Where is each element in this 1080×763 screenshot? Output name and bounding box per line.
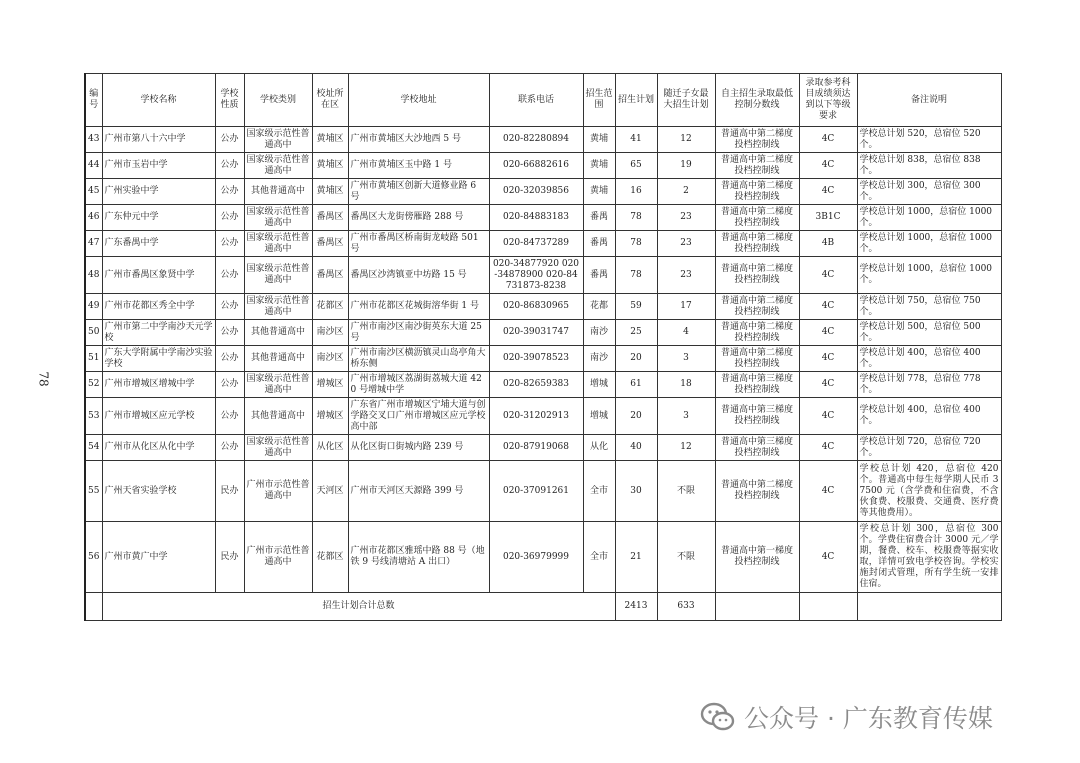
- cell-row-number: 49: [85, 294, 102, 320]
- cell-school-nature: 公办: [215, 205, 244, 231]
- table-row: [85, 398, 1001, 435]
- cell-enrollment-scope: 南沙: [583, 320, 615, 346]
- cell-row-number: 53: [85, 398, 102, 435]
- cell-phone: 020-36979999: [489, 522, 583, 593]
- admission-table: [84, 73, 1002, 621]
- table-header-row: [85, 74, 1001, 127]
- cell-address: 广州市南沙区南沙街英东大道 25 号: [348, 320, 489, 346]
- cell-enrollment-scope: 从化: [583, 435, 615, 461]
- cell-enrollment-plan: 20: [615, 346, 657, 372]
- cell-remarks: 学校总计划 420，总宿位 420 个。普通高中每生每学期人民币 37500 元（含学费和住宿费，不含伙食费、校服费、交通费、医疗费等其他费用）。: [857, 461, 1001, 522]
- cell-enrollment-plan: 40: [615, 435, 657, 461]
- cell-school-category: 国家级示范性普通高中: [244, 372, 312, 398]
- cell-school-name: 广州市花都区秀全中学: [102, 294, 215, 320]
- table-row: [85, 522, 1001, 593]
- cell-remarks: 学校总计划 300，总宿位 300 个。学费住宿费合计 3000 元／学期，餐费、校车、校服费等据实收取，详情可致电学校咨询。学校实施封闭式管理，所有学生统一安排住宿。: [857, 522, 1001, 593]
- cell-school-name: 广东仲元中学: [102, 205, 215, 231]
- cell-district: 增城区: [312, 398, 348, 435]
- cell-min-score-line: 普通高中第二梯度投档控制线: [715, 127, 799, 153]
- cell-phone: 020-84737289: [489, 231, 583, 257]
- cell-school-nature: 民办: [215, 461, 244, 522]
- cell-school-nature: 公办: [215, 153, 244, 179]
- cell-phone: 020-37091261: [489, 461, 583, 522]
- cell-address: 广州市天河区天源路 399 号: [348, 461, 489, 522]
- cell-district: 天河区: [312, 461, 348, 522]
- cell-school-nature: 公办: [215, 435, 244, 461]
- cell-enrollment-scope: 番禺: [583, 205, 615, 231]
- cell-enrollment-scope: 番禺: [583, 231, 615, 257]
- cell-grade-requirement: 4C: [799, 320, 857, 346]
- cell-phone: 020-87919068: [489, 435, 583, 461]
- cell-min-score-line: 普通高中第二梯度投档控制线: [715, 461, 799, 522]
- table-row: [85, 461, 1001, 522]
- cell-migrant-plan: 19: [657, 153, 715, 179]
- cell-school-nature: 公办: [215, 294, 244, 320]
- cell-address: 广州市花都区雅瑶中路 88 号（地铁 9 号线清塘站 A 出口）: [348, 522, 489, 593]
- cell-min-score-line: 普通高中第三梯度投档控制线: [715, 398, 799, 435]
- total-plan: 2413: [615, 593, 657, 621]
- total-empty-cell: [85, 593, 102, 621]
- cell-row-number: 45: [85, 179, 102, 205]
- cell-school-category: 国家级示范性普通高中: [244, 205, 312, 231]
- cell-grade-requirement: 4C: [799, 461, 857, 522]
- cell-grade-requirement: 4C: [799, 372, 857, 398]
- cell-school-nature: 公办: [215, 398, 244, 435]
- table-body: [85, 127, 1001, 621]
- cell-enrollment-scope: 增城: [583, 398, 615, 435]
- cell-school-name: 广州市第二中学南沙天元学校: [102, 320, 215, 346]
- cell-school-nature: 公办: [215, 127, 244, 153]
- cell-remarks: 学校总计划 1000，总宿位 1000 个。: [857, 231, 1001, 257]
- cell-min-score-line: 普通高中第三梯度投档控制线: [715, 372, 799, 398]
- cell-migrant-plan: 不限: [657, 522, 715, 593]
- cell-enrollment-scope: 番禺: [583, 257, 615, 294]
- cell-phone: 020-31202913: [489, 398, 583, 435]
- cell-enrollment-plan: 21: [615, 522, 657, 593]
- cell-district: 花都区: [312, 294, 348, 320]
- cell-enrollment-scope: 黄埔: [583, 179, 615, 205]
- cell-address: 番禺区大龙街傍雁路 288 号: [348, 205, 489, 231]
- cell-grade-requirement: 4C: [799, 179, 857, 205]
- cell-enrollment-plan: 78: [615, 205, 657, 231]
- cell-remarks: 学校总计划 400，总宿位 400 个。: [857, 398, 1001, 435]
- cell-min-score-line: 普通高中第二梯度投档控制线: [715, 153, 799, 179]
- cell-address: 广州市番禺区桥南街龙岐路 501 号: [348, 231, 489, 257]
- cell-min-score-line: 普通高中第二梯度投档控制线: [715, 205, 799, 231]
- cell-enrollment-plan: 41: [615, 127, 657, 153]
- cell-grade-requirement: 3B1C: [799, 205, 857, 231]
- cell-remarks: 学校总计划 500，总宿位 500 个。: [857, 320, 1001, 346]
- cell-phone: 020-34877920 020-34878900 020-84731873-8238: [489, 257, 583, 294]
- cell-min-score-line: 普通高中第三梯度投档控制线: [715, 435, 799, 461]
- cell-enrollment-plan: 65: [615, 153, 657, 179]
- cell-migrant-plan: 3: [657, 346, 715, 372]
- cell-enrollment-scope: 黄埔: [583, 127, 615, 153]
- cell-school-nature: 公办: [215, 372, 244, 398]
- wechat-icon: [700, 702, 736, 732]
- cell-phone: 020-39078523: [489, 346, 583, 372]
- header-enrollment-scope: 招生范围: [583, 74, 615, 127]
- cell-enrollment-scope: 黄埔: [583, 153, 615, 179]
- table-row: [85, 346, 1001, 372]
- cell-remarks: 学校总计划 720，总宿位 720 个。: [857, 435, 1001, 461]
- cell-enrollment-plan: 61: [615, 372, 657, 398]
- header-district: 校址所在区: [312, 74, 348, 127]
- cell-address: 广州市增城区荔湖街荔城大道 420 号增城中学: [348, 372, 489, 398]
- cell-row-number: 54: [85, 435, 102, 461]
- cell-grade-requirement: 4C: [799, 127, 857, 153]
- cell-school-category: 其他普通高中: [244, 179, 312, 205]
- cell-row-number: 47: [85, 231, 102, 257]
- header-migrant-plan: 随迁子女最大招生计划: [657, 74, 715, 127]
- cell-row-number: 43: [85, 127, 102, 153]
- cell-enrollment-plan: 30: [615, 461, 657, 522]
- cell-school-name: 广东番禺中学: [102, 231, 215, 257]
- cell-migrant-plan: 23: [657, 205, 715, 231]
- cell-school-name: 广州实验中学: [102, 179, 215, 205]
- cell-school-nature: 民办: [215, 522, 244, 593]
- cell-enrollment-scope: 全市: [583, 522, 615, 593]
- cell-address: 广州市南沙区横沥镇灵山岛亭角大桥东侧: [348, 346, 489, 372]
- cell-min-score-line: 普通高中第二梯度投档控制线: [715, 231, 799, 257]
- header-phone: 联系电话: [489, 74, 583, 127]
- cell-phone: 020-84883183: [489, 205, 583, 231]
- table-row: [85, 205, 1001, 231]
- cell-row-number: 44: [85, 153, 102, 179]
- cell-min-score-line: 普通高中第二梯度投档控制线: [715, 294, 799, 320]
- cell-school-name: 广州市从化区从化中学: [102, 435, 215, 461]
- cell-school-name: 广州市玉岩中学: [102, 153, 215, 179]
- total-empty-cell: [715, 593, 799, 621]
- cell-school-category: 其他普通高中: [244, 398, 312, 435]
- cell-min-score-line: 普通高中第二梯度投档控制线: [715, 320, 799, 346]
- cell-remarks: 学校总计划 838，总宿位 838 个。: [857, 153, 1001, 179]
- cell-school-name: 广州市增城区应元学校: [102, 398, 215, 435]
- cell-address: 广东省广州市增城区宁埔大道与创学路交叉口广州市增城区应元学校高中部: [348, 398, 489, 435]
- cell-enrollment-plan: 20: [615, 398, 657, 435]
- cell-phone: 020-32039856: [489, 179, 583, 205]
- header-grade-requirement: 录取参考科目成绩须达到以下等级要求: [799, 74, 857, 127]
- cell-enrollment-plan: 78: [615, 257, 657, 294]
- cell-grade-requirement: 4C: [799, 522, 857, 593]
- header-school-category: 学校类别: [244, 74, 312, 127]
- cell-phone: 020-82280894: [489, 127, 583, 153]
- cell-grade-requirement: 4C: [799, 346, 857, 372]
- page-number: 78: [36, 371, 51, 387]
- cell-school-category: 其他普通高中: [244, 320, 312, 346]
- cell-row-number: 56: [85, 522, 102, 593]
- cell-migrant-plan: 2: [657, 179, 715, 205]
- table-row: [85, 127, 1001, 153]
- cell-district: 南沙区: [312, 320, 348, 346]
- cell-enrollment-plan: 16: [615, 179, 657, 205]
- cell-migrant-plan: 18: [657, 372, 715, 398]
- total-row: [85, 593, 1001, 621]
- cell-school-category: 国家级示范性普通高中: [244, 153, 312, 179]
- watermark-text: 公众号 · 广东教育传媒: [744, 704, 993, 733]
- cell-school-name: 广东大学附属中学南沙实验学校: [102, 346, 215, 372]
- cell-grade-requirement: 4C: [799, 294, 857, 320]
- watermark: [700, 700, 993, 734]
- cell-migrant-plan: 17: [657, 294, 715, 320]
- cell-migrant-plan: 12: [657, 127, 715, 153]
- cell-enrollment-scope: 南沙: [583, 346, 615, 372]
- header-school-nature: 学校性质: [215, 74, 244, 127]
- total-label: 招生计划合计总数: [102, 593, 615, 621]
- cell-school-nature: 公办: [215, 346, 244, 372]
- cell-phone: 020-66882616: [489, 153, 583, 179]
- table-row: [85, 231, 1001, 257]
- total-migrant-plan: 633: [657, 593, 715, 621]
- cell-district: 番禺区: [312, 205, 348, 231]
- header-min-score-line: 自主招生录取最低控制分数线: [715, 74, 799, 127]
- cell-school-name: 广州市黄广中学: [102, 522, 215, 593]
- cell-migrant-plan: 12: [657, 435, 715, 461]
- header-remarks: 备注说明: [857, 74, 1001, 127]
- cell-address: 广州市黄埔区大沙地西 5 号: [348, 127, 489, 153]
- cell-phone: 020-82659383: [489, 372, 583, 398]
- cell-min-score-line: 普通高中第二梯度投档控制线: [715, 179, 799, 205]
- cell-school-nature: 公办: [215, 231, 244, 257]
- cell-district: 黄埔区: [312, 127, 348, 153]
- cell-district: 从化区: [312, 435, 348, 461]
- cell-enrollment-scope: 增城: [583, 372, 615, 398]
- table-row: [85, 257, 1001, 294]
- cell-address: 从化区街口街城内路 239 号: [348, 435, 489, 461]
- total-empty-cell: [799, 593, 857, 621]
- cell-district: 花都区: [312, 522, 348, 593]
- cell-school-category: 国家级示范性普通高中: [244, 127, 312, 153]
- cell-address: 广州市黄埔区创新大道修业路 6 号: [348, 179, 489, 205]
- cell-grade-requirement: 4C: [799, 257, 857, 294]
- total-empty-cell: [857, 593, 1001, 621]
- cell-enrollment-plan: 78: [615, 231, 657, 257]
- cell-grade-requirement: 4C: [799, 398, 857, 435]
- cell-migrant-plan: 4: [657, 320, 715, 346]
- table-row: [85, 372, 1001, 398]
- cell-remarks: 学校总计划 400，总宿位 400 个。: [857, 346, 1001, 372]
- cell-remarks: 学校总计划 300，总宿位 300 个。: [857, 179, 1001, 205]
- cell-school-category: 国家级示范性普通高中: [244, 435, 312, 461]
- cell-min-score-line: 普通高中第二梯度投档控制线: [715, 257, 799, 294]
- cell-school-name: 广州天省实验学校: [102, 461, 215, 522]
- cell-remarks: 学校总计划 520，总宿位 520 个。: [857, 127, 1001, 153]
- cell-remarks: 学校总计划 750，总宿位 750 个。: [857, 294, 1001, 320]
- cell-enrollment-scope: 花都: [583, 294, 615, 320]
- cell-row-number: 46: [85, 205, 102, 231]
- header-number: 编号: [85, 74, 102, 127]
- cell-school-category: 其他普通高中: [244, 346, 312, 372]
- cell-district: 番禺区: [312, 231, 348, 257]
- header-address: 学校地址: [348, 74, 489, 127]
- table-row: [85, 153, 1001, 179]
- cell-enrollment-plan: 25: [615, 320, 657, 346]
- cell-row-number: 51: [85, 346, 102, 372]
- cell-migrant-plan: 不限: [657, 461, 715, 522]
- cell-district: 黄埔区: [312, 179, 348, 205]
- cell-school-name: 广州市第八十六中学: [102, 127, 215, 153]
- cell-phone: 020-86830965: [489, 294, 583, 320]
- cell-enrollment-plan: 59: [615, 294, 657, 320]
- header-school-name: 学校名称: [102, 74, 215, 127]
- cell-grade-requirement: 4C: [799, 435, 857, 461]
- cell-district: 黄埔区: [312, 153, 348, 179]
- cell-row-number: 48: [85, 257, 102, 294]
- cell-school-category: 国家级示范性普通高中: [244, 294, 312, 320]
- cell-min-score-line: 普通高中第一梯度投档控制线: [715, 522, 799, 593]
- cell-enrollment-scope: 全市: [583, 461, 615, 522]
- cell-migrant-plan: 3: [657, 398, 715, 435]
- cell-row-number: 50: [85, 320, 102, 346]
- cell-district: 南沙区: [312, 346, 348, 372]
- cell-remarks: 学校总计划 1000，总宿位 1000 个。: [857, 205, 1001, 231]
- table-row: [85, 179, 1001, 205]
- cell-district: 番禺区: [312, 257, 348, 294]
- table-row: [85, 320, 1001, 346]
- header-enrollment-plan: 招生计划: [615, 74, 657, 127]
- cell-school-name: 广州市番禺区象贤中学: [102, 257, 215, 294]
- table-row: [85, 294, 1001, 320]
- cell-school-category: 广州市示范性普通高中: [244, 522, 312, 593]
- cell-district: 增城区: [312, 372, 348, 398]
- cell-row-number: 55: [85, 461, 102, 522]
- cell-row-number: 52: [85, 372, 102, 398]
- cell-school-nature: 公办: [215, 257, 244, 294]
- cell-school-nature: 公办: [215, 179, 244, 205]
- cell-remarks: 学校总计划 778，总宿位 778 个。: [857, 372, 1001, 398]
- cell-migrant-plan: 23: [657, 257, 715, 294]
- cell-school-category: 广州市示范性普通高中: [244, 461, 312, 522]
- cell-grade-requirement: 4B: [799, 231, 857, 257]
- table-row: [85, 435, 1001, 461]
- cell-phone: 020-39031747: [489, 320, 583, 346]
- cell-remarks: 学校总计划 1000，总宿位 1000 个。: [857, 257, 1001, 294]
- cell-address: 广州市黄埔区玉中路 1 号: [348, 153, 489, 179]
- cell-school-name: 广州市增城区增城中学: [102, 372, 215, 398]
- cell-school-nature: 公办: [215, 320, 244, 346]
- cell-grade-requirement: 4C: [799, 153, 857, 179]
- cell-min-score-line: 普通高中第二梯度投档控制线: [715, 346, 799, 372]
- cell-school-category: 国家级示范性普通高中: [244, 257, 312, 294]
- cell-address: 广州市花都区花城街溶华街 1 号: [348, 294, 489, 320]
- cell-address: 番禺区沙湾镇亚中坊路 15 号: [348, 257, 489, 294]
- cell-migrant-plan: 23: [657, 231, 715, 257]
- cell-school-category: 国家级示范性普通高中: [244, 231, 312, 257]
